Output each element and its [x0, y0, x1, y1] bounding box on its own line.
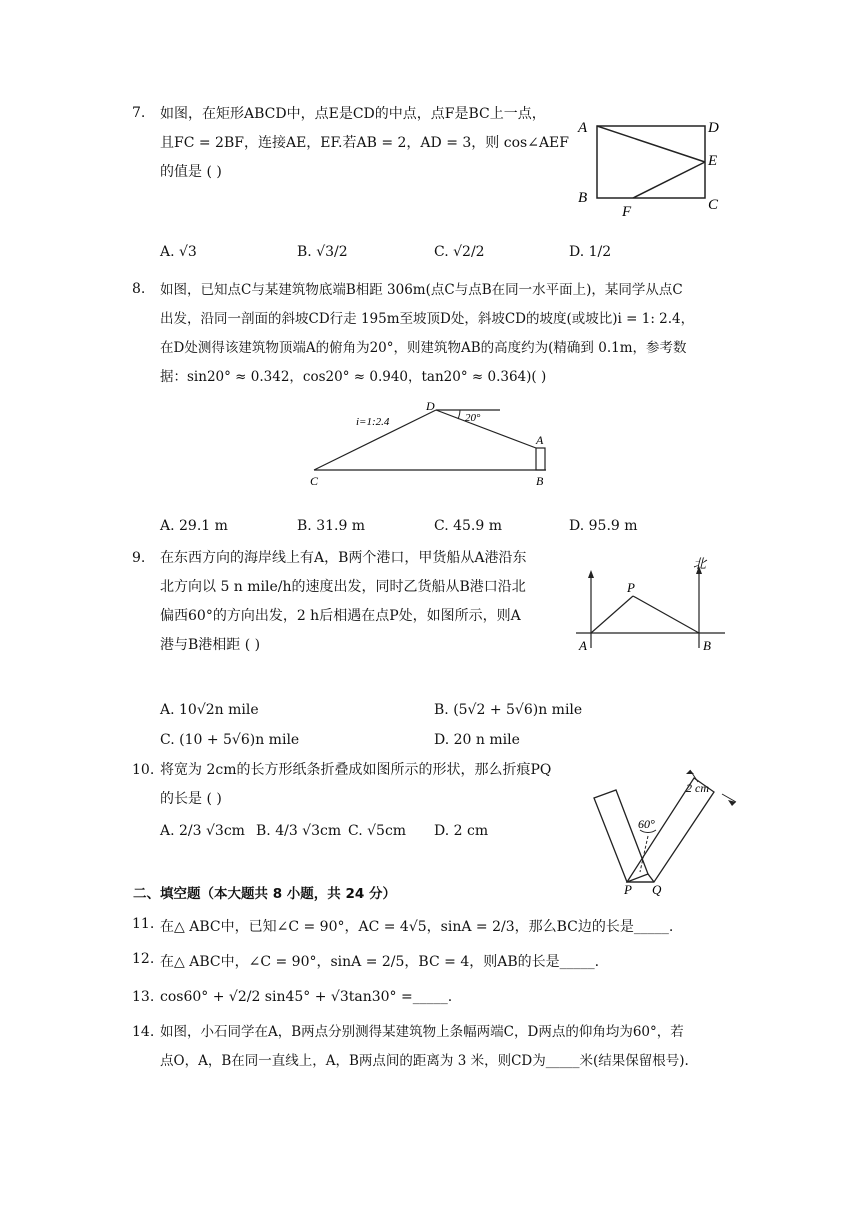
figure-label: Q — [652, 882, 662, 896]
harbor-figure — [570, 556, 735, 656]
question-line: 将宽为 2cm的长方形纸条折叠成如图所示的形状，那么折痕PQ — [160, 762, 552, 778]
folded-strip-figure — [590, 764, 740, 896]
question-text: 在△ ABC中，已知∠C = 90°，AC = 4√5，sinA = 2/3，那么BC边的长是_____. — [160, 919, 674, 935]
option-d: D. 2 cm — [434, 823, 489, 839]
question-line: 点O，A，B在同一直线上，A，B两点间的距离为 3 米，则CD为_____米(结果保留根号). — [160, 1053, 689, 1069]
figure-label: P — [624, 882, 632, 896]
option-c: C. √2/2 — [434, 244, 485, 260]
question-text — [160, 544, 560, 660]
question-line: 如图，已知点C与某建筑物底端B相距 306m(点C与点B在同一水平面上)，某同学从点C — [160, 282, 683, 298]
figure-label: F — [622, 204, 632, 220]
question-line: 偏西60°的方向出发，2 h后相遇在点P处，如图所示，则A — [160, 608, 521, 624]
question-text — [160, 276, 740, 392]
question-number: 13. — [132, 989, 155, 1005]
section-heading: 二、填空题（本大题共 8 小题，共 24 分） — [133, 886, 396, 902]
option-b: B. (5√2 + 5√6)n mile — [434, 702, 583, 718]
option-a: A. 10√2n mile — [160, 702, 259, 718]
question-line: 的值是 ( ) — [160, 164, 222, 180]
question-number: 14. — [132, 1024, 155, 1040]
slope-figure — [300, 398, 560, 490]
option-d: D. 1/2 — [569, 244, 612, 260]
option-c: C. (10 + 5√6)n mile — [160, 732, 300, 748]
figure-label: C — [310, 474, 319, 488]
question-line: 且FC = 2BF，连接AE，EF.若AB = 2，AD = 3，则 cos∠AEF — [160, 135, 569, 151]
question-number: 12. — [132, 951, 155, 967]
question-number: 7. — [132, 105, 146, 121]
question-line: 如图，在矩形ABCD中，点E是CD的中点，点F是BC上一点， — [160, 106, 546, 122]
question-line: 出发，沿同一剖面的斜坡CD行走 195m至坡顶D处，斜坡CD的坡度(或坡比)i = 1: 2.4， — [160, 311, 695, 327]
figure-label: A — [578, 120, 588, 136]
question-line: 北方向以 5 n mile/h的速度出发，同时乙货船从B港口沿北 — [160, 579, 526, 595]
question-text: 在△ ABC中，∠C = 90°，sinA = 2/5，BC = 4，则AB的长是_____. — [160, 954, 600, 970]
question-line: 据：sin20° ≈ 0.342，cos20° ≈ 0.940，tan20° ≈ 0.364)( ) — [160, 369, 547, 385]
question-line: 港与B港相距 ( ) — [160, 637, 261, 653]
question-number: 11. — [132, 916, 155, 932]
question-line: 如图，小石同学在A，B两点分别测得某建筑物上条幅两端C，D两点的仰角均为60°，若 — [160, 1024, 684, 1040]
question-text — [160, 1018, 760, 1076]
question-text: cos60° + √2/2 sin45° + √3tan30° =_____. — [160, 989, 453, 1005]
option-d: D. 95.9 m — [569, 518, 638, 534]
figure-label: B — [703, 638, 711, 653]
figure-label: B — [578, 190, 588, 206]
question-line: 在D处测得该建筑物顶端A的俯角为20°，则建筑物AB的高度约为(精确到 0.1m，参考数 — [160, 340, 687, 356]
figure-label: B — [536, 474, 544, 488]
option-d: D. 20 n mile — [434, 732, 520, 748]
option-b: B. 4/3 √3cm — [256, 823, 342, 839]
figure-label: C — [708, 197, 719, 213]
question-line: 在东西方向的海岸线上有A，B两个港口，甲货船从A港沿东 — [160, 550, 527, 566]
question-number: 10. — [132, 762, 155, 778]
option-a: A. 2/3 √3cm — [160, 823, 245, 839]
figure-label: D — [426, 399, 435, 413]
figure-label: 60° — [638, 817, 655, 831]
option-c: C. 45.9 m — [434, 518, 503, 534]
option-b: B. √3/2 — [297, 244, 348, 260]
rectangle-figure — [570, 112, 730, 224]
figure-label: 北 — [693, 556, 707, 571]
question-text — [160, 756, 600, 814]
figure-label: E — [708, 153, 718, 169]
figure-label: A — [536, 433, 544, 447]
question-number: 8. — [132, 281, 146, 297]
figure-label: P — [627, 580, 635, 595]
option-b: B. 31.9 m — [297, 518, 366, 534]
option-a: A. 29.1 m — [160, 518, 228, 534]
question-number: 9. — [132, 550, 146, 566]
figure-label: i=1:2.4 — [356, 416, 390, 428]
option-a: A. √3 — [160, 244, 197, 260]
figure-label: 2 cm — [686, 781, 709, 795]
option-c: C. √5cm — [348, 823, 407, 839]
figure-label: D — [708, 120, 719, 136]
question-line: 的长是 ( ) — [160, 791, 222, 807]
figure-label: A — [579, 638, 587, 653]
figure-label: 20° — [465, 412, 481, 424]
